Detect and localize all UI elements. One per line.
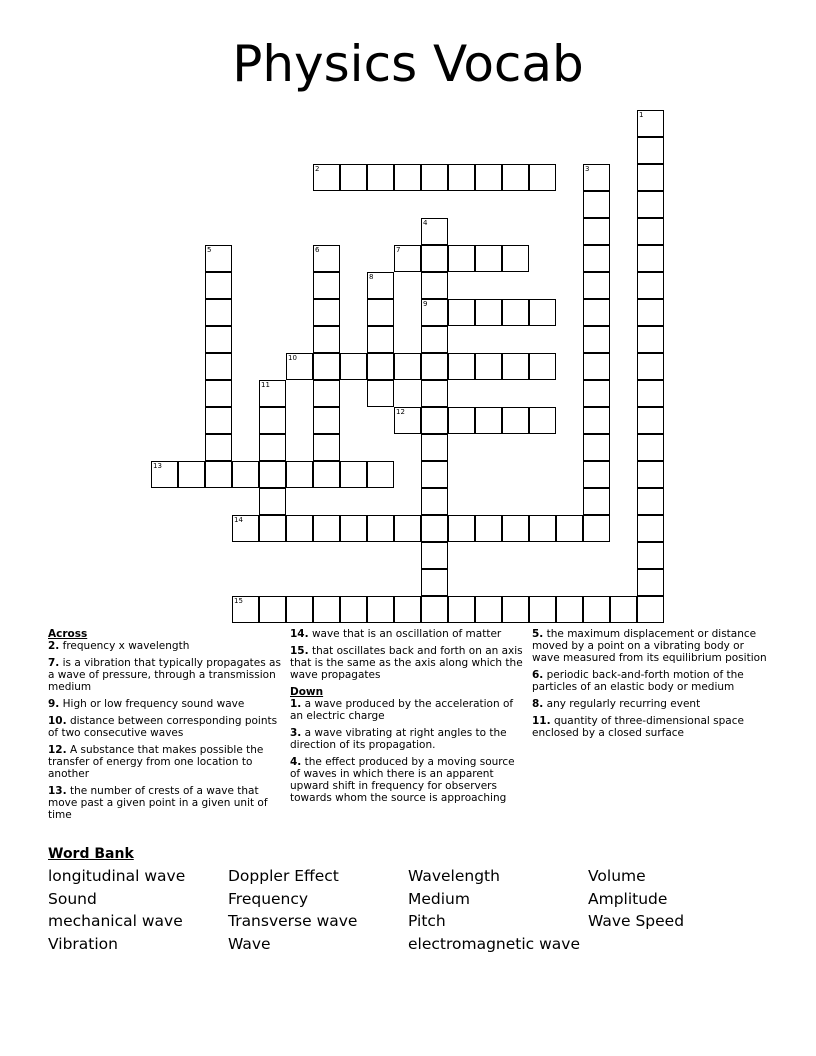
grid-cell[interactable] bbox=[232, 461, 259, 488]
grid-cell[interactable] bbox=[637, 488, 664, 515]
grid-cell[interactable] bbox=[232, 596, 259, 623]
grid-cell[interactable] bbox=[340, 164, 367, 191]
grid-cell[interactable] bbox=[502, 245, 529, 272]
grid-cell[interactable] bbox=[421, 596, 448, 623]
clue-number: 11 bbox=[261, 381, 270, 389]
grid-cell[interactable] bbox=[583, 218, 610, 245]
grid-cell[interactable] bbox=[583, 407, 610, 434]
grid-cell[interactable] bbox=[421, 488, 448, 515]
grid-cell[interactable] bbox=[502, 164, 529, 191]
word-bank-item: Wave bbox=[228, 934, 271, 953]
down-header: Down bbox=[290, 686, 324, 698]
grid-cell[interactable] bbox=[502, 596, 529, 623]
grid-cell[interactable] bbox=[475, 596, 502, 623]
grid-cell[interactable] bbox=[637, 353, 664, 380]
grid-cell[interactable] bbox=[637, 326, 664, 353]
grid-cell[interactable] bbox=[205, 380, 232, 407]
grid-cell[interactable] bbox=[421, 218, 448, 245]
grid-cell[interactable] bbox=[637, 272, 664, 299]
grid-cell[interactable] bbox=[475, 515, 502, 542]
grid-cell[interactable] bbox=[583, 326, 610, 353]
grid-cell[interactable] bbox=[448, 353, 475, 380]
grid-cell[interactable] bbox=[637, 110, 664, 137]
grid-cell[interactable] bbox=[475, 299, 502, 326]
clue-item: 1. a wave produced by the acceleration of an electric charge bbox=[290, 698, 514, 722]
grid-cell[interactable] bbox=[637, 434, 664, 461]
clue-item: 4. the effect produced by a moving source of waves in which there is an apparent upward shift in frequency for observers towards whom the source is approaching bbox=[290, 756, 515, 804]
grid-cell[interactable] bbox=[259, 434, 286, 461]
down-clue-list-continued bbox=[532, 628, 772, 739]
clues-column-3 bbox=[532, 628, 772, 744]
grid-cell[interactable] bbox=[637, 380, 664, 407]
grid-cell[interactable] bbox=[448, 245, 475, 272]
grid-cell[interactable] bbox=[313, 596, 340, 623]
grid-cell[interactable] bbox=[421, 569, 448, 596]
grid-cell[interactable] bbox=[421, 407, 448, 434]
grid-cell[interactable] bbox=[205, 407, 232, 434]
grid-cell[interactable] bbox=[313, 245, 340, 272]
grid-cell[interactable] bbox=[259, 380, 286, 407]
word-bank-item: Sound bbox=[48, 889, 97, 908]
clue-item: 8. any regularly recurring event bbox=[532, 698, 701, 710]
grid-cell[interactable] bbox=[637, 569, 664, 596]
grid-cell[interactable] bbox=[529, 596, 556, 623]
grid-cell[interactable] bbox=[421, 542, 448, 569]
grid-cell[interactable] bbox=[637, 164, 664, 191]
grid-cell[interactable] bbox=[448, 407, 475, 434]
grid-cell[interactable] bbox=[394, 596, 421, 623]
grid-cell[interactable] bbox=[259, 596, 286, 623]
grid-cell[interactable] bbox=[205, 353, 232, 380]
grid-cell[interactable] bbox=[583, 299, 610, 326]
grid-cell[interactable] bbox=[475, 164, 502, 191]
clue-item: 5. the maximum displacement or distance moved by a point on a vibrating body or wave measured from its equilibrium position bbox=[532, 628, 767, 664]
clue-number: 14 bbox=[234, 516, 243, 524]
clue-item: 2. frequency x wavelength bbox=[48, 640, 190, 652]
grid-cell[interactable] bbox=[313, 299, 340, 326]
grid-cell[interactable] bbox=[313, 326, 340, 353]
grid-cell[interactable] bbox=[556, 515, 583, 542]
grid-cell[interactable] bbox=[583, 434, 610, 461]
word-bank-item: longitudinal wave bbox=[48, 867, 186, 885]
clue-item: 13. the number of crests of a wave that move past a given point in a given unit of time bbox=[48, 785, 268, 821]
grid-cell[interactable] bbox=[502, 407, 529, 434]
across-clue-list bbox=[48, 640, 283, 821]
clue-item: 12. A substance that makes possible the transfer of energy from one location to another bbox=[48, 744, 264, 780]
grid-cell[interactable] bbox=[259, 461, 286, 488]
grid-cell[interactable] bbox=[502, 515, 529, 542]
grid-cell[interactable] bbox=[421, 245, 448, 272]
grid-cell[interactable] bbox=[205, 461, 232, 488]
grid-cell[interactable] bbox=[313, 407, 340, 434]
clue-item: 9. High or low frequency sound wave bbox=[48, 698, 245, 710]
grid-cell[interactable] bbox=[583, 380, 610, 407]
grid-cell[interactable] bbox=[313, 434, 340, 461]
clue-number: 1 bbox=[639, 111, 644, 119]
clue-number: 2 bbox=[315, 165, 320, 173]
grid-cell[interactable] bbox=[340, 596, 367, 623]
clue-item: 3. a wave vibrating at right angles to the direction of its propagation. bbox=[290, 727, 507, 751]
grid-cell[interactable] bbox=[367, 164, 394, 191]
word-bank-item: Wavelength bbox=[408, 867, 500, 885]
grid-cell[interactable] bbox=[394, 164, 421, 191]
grid-cell[interactable] bbox=[205, 326, 232, 353]
clue-number: 13 bbox=[153, 462, 162, 470]
grid-cell[interactable] bbox=[529, 407, 556, 434]
grid-cell[interactable] bbox=[340, 353, 367, 380]
word-bank-item: electromagnetic wave bbox=[408, 934, 581, 953]
clue-number: 7 bbox=[396, 246, 401, 254]
word-bank-item: Transverse wave bbox=[228, 912, 358, 930]
grid-cell[interactable] bbox=[313, 461, 340, 488]
grid-cell[interactable] bbox=[259, 515, 286, 542]
clue-number: 6 bbox=[315, 246, 320, 254]
grid-cell[interactable] bbox=[583, 164, 610, 191]
clue-number: 15 bbox=[234, 597, 243, 605]
word-bank-item: Medium bbox=[408, 889, 470, 908]
clues-column-2 bbox=[290, 628, 526, 809]
grid-cell[interactable] bbox=[583, 461, 610, 488]
grid-cell[interactable] bbox=[583, 596, 610, 623]
grid-cell[interactable] bbox=[394, 407, 421, 434]
grid-cell[interactable] bbox=[313, 272, 340, 299]
clues-column-1 bbox=[48, 628, 283, 826]
grid-cell[interactable] bbox=[637, 245, 664, 272]
grid-cell[interactable] bbox=[259, 488, 286, 515]
clue-item: 11. quantity of three-dimensional space enclosed by a closed surface bbox=[532, 715, 744, 739]
grid-cell[interactable] bbox=[205, 245, 232, 272]
grid-cell[interactable] bbox=[205, 434, 232, 461]
grid-cell[interactable] bbox=[421, 515, 448, 542]
across-header: Across bbox=[48, 628, 88, 640]
grid-cell[interactable] bbox=[340, 461, 367, 488]
grid-cell[interactable] bbox=[421, 434, 448, 461]
word-bank-item: mechanical wave bbox=[48, 912, 183, 930]
grid-cell[interactable] bbox=[637, 191, 664, 218]
word-bank-title: Word Bank bbox=[48, 846, 134, 862]
grid-cell[interactable] bbox=[475, 245, 502, 272]
grid-cell[interactable] bbox=[367, 299, 394, 326]
grid-cell[interactable] bbox=[556, 596, 583, 623]
grid-cell[interactable] bbox=[367, 353, 394, 380]
grid-cell[interactable] bbox=[475, 353, 502, 380]
grid-cell[interactable] bbox=[421, 299, 448, 326]
grid-cell[interactable] bbox=[205, 272, 232, 299]
grid-cell[interactable] bbox=[637, 596, 664, 623]
clue-number: 3 bbox=[585, 165, 590, 173]
grid-cell[interactable] bbox=[313, 164, 340, 191]
word-bank-item: Frequency bbox=[228, 889, 309, 908]
grid-cell[interactable] bbox=[367, 326, 394, 353]
clue-number: 4 bbox=[423, 219, 428, 227]
grid-cell[interactable] bbox=[637, 137, 664, 164]
clue-item: 15. that oscillates back and forth on an axis that is the same as the axis along which the wave propagates bbox=[290, 645, 523, 681]
grid-cell[interactable] bbox=[475, 407, 502, 434]
grid-cell[interactable] bbox=[421, 353, 448, 380]
grid-cell[interactable] bbox=[610, 596, 637, 623]
grid-cell[interactable] bbox=[340, 515, 367, 542]
puzzle-title: Physics Vocab bbox=[232, 35, 584, 93]
grid-cell[interactable] bbox=[583, 191, 610, 218]
grid-cell[interactable] bbox=[178, 461, 205, 488]
grid-cell[interactable] bbox=[232, 515, 259, 542]
grid-cell[interactable] bbox=[421, 326, 448, 353]
grid-cell[interactable] bbox=[421, 380, 448, 407]
grid-cell[interactable] bbox=[637, 299, 664, 326]
grid-cell[interactable] bbox=[367, 515, 394, 542]
grid-cell[interactable] bbox=[394, 245, 421, 272]
grid-cell[interactable] bbox=[313, 515, 340, 542]
grid-cell[interactable] bbox=[529, 164, 556, 191]
word-bank-item: Doppler Effect bbox=[228, 867, 339, 885]
grid-cell[interactable] bbox=[637, 515, 664, 542]
grid-cell[interactable] bbox=[448, 164, 475, 191]
grid-cell[interactable] bbox=[286, 461, 313, 488]
grid-cell[interactable] bbox=[421, 272, 448, 299]
clue-number: 12 bbox=[396, 408, 405, 416]
word-bank-item: Volume bbox=[588, 867, 646, 885]
clue-item: 6. periodic back-and-forth motion of the particles of an elastic body or medium bbox=[532, 669, 744, 693]
grid-cell[interactable] bbox=[529, 299, 556, 326]
grid-cell[interactable] bbox=[286, 353, 313, 380]
clue-number: 9 bbox=[423, 300, 428, 308]
clue-number: 5 bbox=[207, 246, 212, 254]
grid-cell[interactable] bbox=[367, 461, 394, 488]
grid-cell[interactable] bbox=[421, 164, 448, 191]
grid-cell[interactable] bbox=[286, 596, 313, 623]
clue-item: 10. distance between corresponding points of two consecutive waves bbox=[48, 715, 278, 739]
across-clue-list-continued bbox=[290, 628, 526, 681]
clue-item: 7. is a vibration that typically propagates as a wave of pressure, through a transmission medium bbox=[48, 657, 281, 693]
grid-cell[interactable] bbox=[529, 515, 556, 542]
clue-number: 8 bbox=[369, 273, 374, 281]
grid-cell[interactable] bbox=[448, 515, 475, 542]
grid-cell[interactable] bbox=[313, 380, 340, 407]
grid-cell[interactable] bbox=[394, 515, 421, 542]
word-bank-item: Vibration bbox=[48, 934, 118, 953]
word-bank-item: Amplitude bbox=[588, 889, 668, 908]
grid-cell[interactable] bbox=[529, 353, 556, 380]
grid-cell[interactable] bbox=[205, 299, 232, 326]
grid-cell[interactable] bbox=[583, 515, 610, 542]
grid-cell[interactable] bbox=[151, 461, 178, 488]
grid-cell[interactable] bbox=[583, 488, 610, 515]
grid-cell[interactable] bbox=[637, 542, 664, 569]
grid-cell[interactable] bbox=[367, 272, 394, 299]
grid-cell[interactable] bbox=[421, 461, 448, 488]
grid-cell[interactable] bbox=[313, 353, 340, 380]
grid-cell[interactable] bbox=[502, 299, 529, 326]
grid-cell[interactable] bbox=[259, 407, 286, 434]
grid-cell[interactable] bbox=[637, 218, 664, 245]
grid-cell[interactable] bbox=[637, 407, 664, 434]
grid-cell[interactable] bbox=[502, 353, 529, 380]
grid-cell[interactable] bbox=[367, 596, 394, 623]
grid-cell[interactable] bbox=[286, 515, 313, 542]
word-bank-item: Wave Speed bbox=[588, 912, 685, 930]
grid-cell[interactable] bbox=[367, 380, 394, 407]
grid-cell[interactable] bbox=[583, 272, 610, 299]
grid-cell[interactable] bbox=[448, 596, 475, 623]
grid-cell[interactable] bbox=[583, 353, 610, 380]
grid-cell[interactable] bbox=[448, 299, 475, 326]
word-bank-item: Pitch bbox=[408, 912, 446, 930]
clue-item: 14. wave that is an oscillation of matter bbox=[290, 628, 502, 640]
grid-cell[interactable] bbox=[637, 461, 664, 488]
clue-number: 10 bbox=[288, 354, 297, 362]
grid-cell[interactable] bbox=[583, 245, 610, 272]
grid-cell[interactable] bbox=[394, 353, 421, 380]
down-clue-list bbox=[290, 698, 526, 804]
